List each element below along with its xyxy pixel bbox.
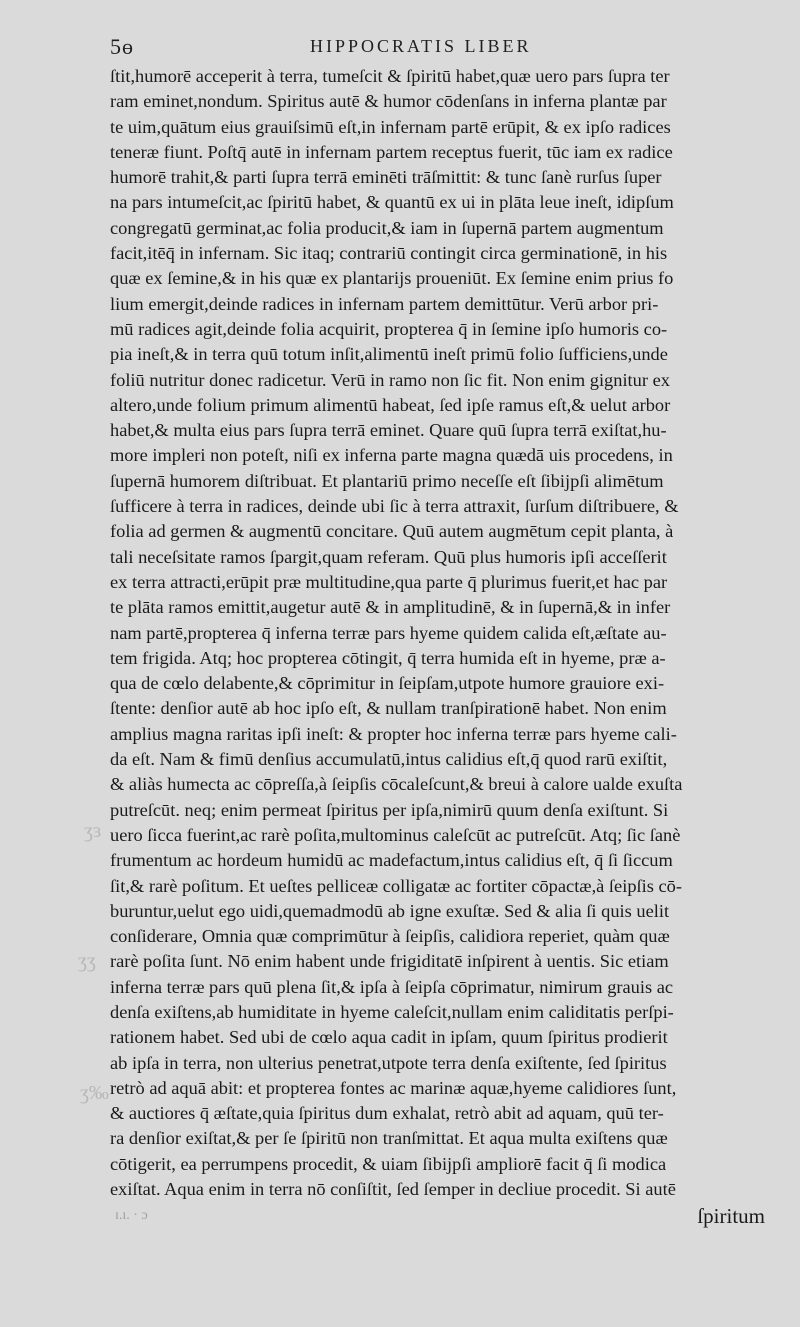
text-line: ra denſior exiſtat,& per ſe ſpiritū non tranſmittat. Et aqua multa exiſtens quæ [110, 1128, 668, 1149]
text-line: da eſt. Nam & fimū denſius accumulatū,intus calidius eſt,q̄ quod rarū exiſtit, [110, 749, 668, 770]
text-line: & aliàs humecta ac cōpreſſa,à ſeipſis cōcaleſcunt,& breui à calore ualde exuſta [110, 774, 683, 795]
page-number: 5ɵ [110, 34, 134, 59]
text-line: uero ſicca fuerint,ac rarè poſita,multominus caleſcūt ac putreſcūt. Atq; ſic ſanè [110, 824, 681, 845]
text-line: tali neceſsitate ramos ſpargit,quam referam. Quū plus humoris ipſi acceſſerit [110, 546, 667, 567]
text-line: foliū nutritur donec radicetur. Verū in ramo non ſic fit. Non enim gignitur ex [110, 369, 670, 390]
margin-mark: ʒɜ [84, 820, 102, 842]
text-line: habet,& multa eius pars ſupra terrā eminet. Quare quū ſupra terrā exiſtat,hu- [110, 420, 667, 441]
text-line: ſtit,humorē acceperit à terra, tumeſcit & ſpiritū habet,quæ uero pars ſupra ter [110, 66, 670, 86]
text-line: qua de cœlo delabente,& cōprimitur in ſeipſam,utpote humore grauiore exi- [110, 673, 665, 694]
text-line: ſufficere à terra in radices, deinde ubi ſic à terra attraxit, ſurſum diſtribuere, & [110, 496, 679, 517]
text-line: na pars intumeſcit,ac ſpiritū habet, & quantū ex ui in plāta leue ineſt, idipſum [110, 192, 674, 213]
text-line: & auctiores q̄ æſtate,quia ſpiritus dum exhalat, retrò abit ad aquam, quū ter- [110, 1103, 664, 1124]
catchword: ſpiritum [697, 1204, 765, 1228]
text-line: lium emergit,deinde radices in infernam partem demittūtur. Verū arbor pri- [110, 293, 659, 314]
text-line: humorē trahit,& parti ſupra terrā eminēti trāſmittit: & tunc ſanè rurſus ſuper [110, 167, 662, 188]
text-line: teneræ fiunt. Poſtq̄ autē in infernam partem receptus fuerit, tūc iam ex radice [110, 141, 673, 162]
text-line: rarè poſita ſunt. Nō enim habent unde frigiditatē inſpirent à uentis. Sic etiam [110, 951, 669, 972]
text-line: folia ad germen & augmentū concitare. Quū autem augmētum cepit planta, à [110, 521, 674, 542]
text-line: putreſcūt. neq; enim permeat ſpiritus per ipſa,nimirū quum denſa exiſtunt. Si [110, 799, 669, 820]
text-line: te uim,quātum eius grauiſsimū eſt,in infernam partē erūpit, & ex ipſo radices [110, 116, 671, 137]
margin-mark: ʒ‰ [80, 1082, 109, 1104]
text-line: ab ipſa in terra, non ulterius penetrat,utpote terra denſa exiſtente, ſed ſpiritus [110, 1052, 667, 1073]
text-line: ram eminet,nondum. Spiritus autē & humor cōdenſans in inferna plantæ par [110, 91, 667, 112]
text-line: exiſtat. Aqua enim in terra nō conſiſtit, ſed ſemper in decliue procedit. Si autē [110, 1179, 676, 1200]
margin-mark: ʒʒ [78, 950, 96, 972]
text-line: pia ineſt,& in terra quū totum inſit,alimentū ineſt primū folio ſufficiens,unde [110, 344, 668, 365]
text-line: inferna terræ pars quū plena ſit,& ipſa à ſeipſa cōprimatur, nimirum grauis ac [110, 976, 674, 997]
text-line: congregatū germinat,ac folia producit,& iam in ſupernā partem augmentum [110, 217, 664, 238]
text-line: nam partē,propterea q̄ inferna terræ pars hyeme quidem calida eſt,æſtate au- [110, 622, 667, 643]
text-line: tem frigida. Atq; hoc propterea cōtingit, q̄ terra humida eſt in hyeme, præ a- [110, 647, 666, 668]
text-line: cōtigerit, ea perrumpens procedit, & uiam ſibijpſi ampliorē facit q̄ ſi modica [110, 1153, 667, 1174]
text-line: retrò ad aquā abit: et propterea fontes ac marinæ aquæ,hyeme calidiores ſunt, [110, 1077, 677, 1098]
text-line: ſupernā humorem diſtribuat. Et plantariū primo neceſſe eſt ſibijpſi alimētum [110, 470, 664, 491]
text-line: conſiderare, Omnia quæ comprimūtur à ſeipſis, calidiora reperiet, quàm quæ [110, 926, 670, 947]
text-line: ex terra attracti,erūpit præ multitudine,qua parte q̄ plurimus fuerit,et hac par [110, 571, 668, 592]
text-line: rationem habet. Sed ubi de cœlo aqua cadit in ipſam, quum ſpiritus prodierit [110, 1027, 668, 1048]
page-header [110, 34, 770, 68]
main-text-block [110, 64, 770, 1202]
text-line: denſa exiſtens,ab humiditate in hyeme caleſcit,nullam enim caliditatis perſpi- [110, 1001, 674, 1022]
text-line: buruntur,uelut ego uidi,quemadmodū ab igne exuſtæ. Sed & alia ſi quis uelit [110, 900, 670, 921]
text-line: more impleri non poteſt, niſi ex inferna parte magna quædā uis procedens, in [110, 445, 673, 466]
text-line: te plāta ramos emittit,augetur autē & in amplitudinē, & in ſupernā,& in infer [110, 597, 671, 618]
text-line: mū radices agit,deinde folia acquirit, propterea q̄ in ſemine ipſo humoris co- [110, 318, 668, 339]
footer-mark: ɪ.ı. · ɔ [115, 1208, 148, 1223]
running-head: HIPPOCRATIS LIBER [310, 36, 532, 56]
text-line: facit,itēq̄ in infernam. Sic itaq; contrariū contingit circa germinationē, in his [110, 243, 668, 264]
text-line: ſtente: denſior autē ab hoc ipſo eſt, & nullam tranſpirationē habet. Non enim [110, 698, 667, 719]
text-line: ſit,& rarè poſitum. Et ueſtes pelliceæ colligatæ ac fortiter cōpactæ,à ſeipſis cō- [110, 875, 682, 896]
text-line: quæ ex ſemine,& in his quæ ex plantarijs proueniūt. Ex ſemine enim prius fo [110, 268, 674, 289]
text-line: altero,unde folium primum alimentū habeat, ſed ipſe ramus eſt,& uelut arbor [110, 394, 671, 415]
text-line: amplius magna raritas ipſi ineſt: & propter hoc inferna terræ pars hyeme cali- [110, 723, 677, 744]
text-line: frumentum ac hordeum humidū ac madefactum,intus calidius eſt, q̄ ſi ſiccum [110, 850, 673, 871]
